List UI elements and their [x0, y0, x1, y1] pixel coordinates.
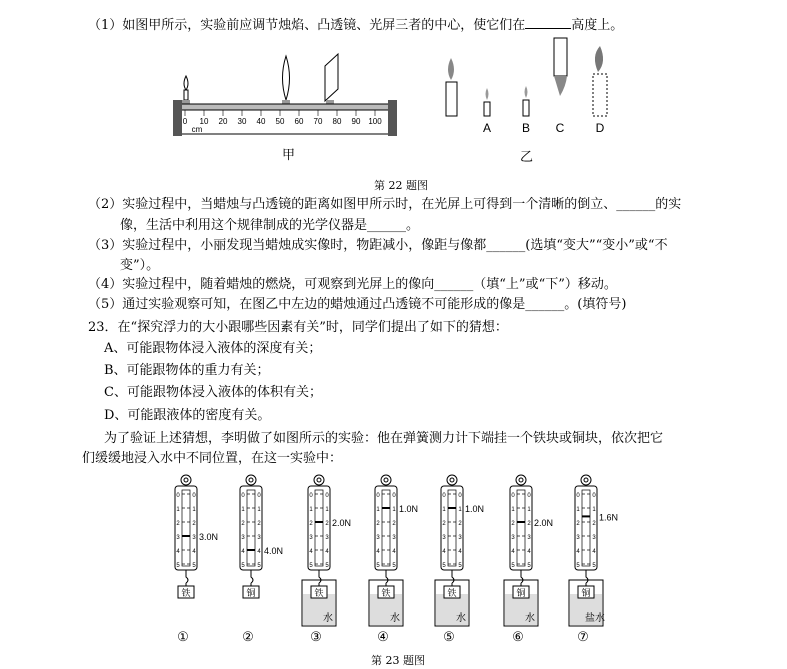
ruler-tick-30: 30 [237, 117, 247, 126]
scale-mark-right: 4 [257, 549, 261, 555]
ruler-tick-60: 60 [294, 117, 304, 126]
scale-mark-right: 1 [458, 507, 462, 513]
ruler-tick-50: 50 [275, 117, 285, 126]
ruler-tick-80: 80 [332, 117, 342, 126]
scale-mark-right: 1 [592, 507, 596, 513]
scale-mark-left: 3 [176, 535, 180, 541]
scale-reading: 1.0N [465, 504, 485, 514]
figure-number: ⑤ [443, 630, 455, 645]
scale-mark-right: 0 [325, 493, 329, 499]
block-label: 铁 [381, 589, 391, 599]
scale-mark-right: 3 [325, 535, 329, 541]
scale-reading: 2.0N [332, 518, 352, 528]
scale-mark-right: 4 [592, 549, 596, 555]
figure-number: ② [242, 630, 254, 645]
scale-mark-left: 3 [442, 535, 446, 541]
scale-mark-right: 2 [527, 521, 531, 527]
scale-mark-right: 5 [392, 563, 396, 569]
scale-mark-right: 2 [392, 521, 396, 527]
block-label: 铁 [447, 589, 457, 599]
scale-mark-left: 1 [511, 507, 515, 513]
scale-mark-right: 2 [325, 521, 329, 527]
spring-scale-3 [302, 475, 351, 645]
q23-option-a: A、可能跟物体浸入液体的深度有关； [104, 341, 322, 356]
scale-mark-left: 0 [176, 493, 180, 499]
ruler-tick-40: 40 [256, 117, 266, 126]
candle-label-a: A [482, 121, 492, 135]
q23-option-c: C、可能跟物体浸入液体的体积有关； [104, 385, 322, 400]
scale-mark-left: 1 [241, 507, 245, 513]
scale-mark-right: 5 [192, 563, 196, 569]
scale-reading: 1.6N [599, 512, 619, 523]
scale-mark-right: 1 [325, 507, 329, 513]
q23-option-d: D、可能跟液体的密度有关。 [104, 408, 271, 423]
scale-mark-left: 0 [309, 493, 313, 499]
scale-mark-left: 2 [442, 521, 446, 527]
scale-mark-right: 3 [592, 535, 596, 541]
scale-mark-right: 0 [458, 493, 462, 499]
q23-option-b: B、可能跟物体的重力有关； [104, 363, 270, 378]
figure-number: ③ [310, 630, 322, 645]
scale-mark-right: 4 [325, 549, 329, 555]
q22-part1-end: 高度上。 [571, 18, 624, 33]
scale-mark-right: 5 [527, 563, 531, 569]
ruler-tick-90: 90 [351, 117, 361, 126]
label-jia: 甲 [282, 148, 296, 163]
scale-mark-left: 3 [309, 535, 313, 541]
scale-reading: 2.0N [534, 518, 554, 528]
candle-label-b: B [521, 121, 531, 135]
scale-mark-right: 3 [257, 535, 261, 541]
scale-mark-left: 4 [376, 549, 380, 555]
scale-mark-left: 5 [442, 563, 446, 569]
scale-mark-left: 5 [176, 563, 180, 569]
scale-mark-left: 4 [176, 549, 180, 555]
scale-mark-right: 1 [527, 507, 531, 513]
block-label: 铁 [181, 589, 191, 599]
scale-mark-right: 1 [257, 507, 261, 513]
liquid-label: 水 [323, 613, 333, 624]
scale-mark-left: 2 [241, 521, 245, 527]
scale-mark-left: 4 [241, 549, 245, 555]
scale-mark-right: 3 [527, 535, 531, 541]
q22-caption: 第 22 题图 [374, 179, 428, 192]
scale-mark-right: 1 [392, 507, 396, 513]
scale-mark-right: 5 [325, 563, 329, 569]
candles-figure [440, 34, 620, 134]
scale-mark-left: 5 [511, 563, 515, 569]
ruler-unit: cm [191, 125, 203, 134]
scale-mark-right: 2 [592, 521, 596, 527]
scale-mark-right: 2 [458, 521, 462, 527]
label-yi: 乙 [520, 150, 534, 165]
scale-mark-left: 0 [241, 493, 245, 499]
scale-mark-right: 5 [592, 563, 596, 569]
scale-mark-left: 5 [376, 563, 380, 569]
scale-mark-left: 4 [309, 549, 313, 555]
q23-caption: 第 23 题图 [371, 654, 425, 667]
scale-mark-right: 5 [257, 563, 261, 569]
q22-part1-text: （1）如图甲所示，实验前应调节烛焰、凸透镜、光屏三者的中心，使它们在 [88, 18, 526, 33]
scale-mark-left: 1 [376, 507, 380, 513]
scale-reading: 3.0N [199, 532, 219, 542]
scale-mark-right: 2 [192, 521, 196, 527]
liquid-label: 水 [456, 613, 466, 624]
scale-mark-right: 0 [592, 493, 596, 499]
figure-number: ⑦ [577, 630, 589, 645]
scale-mark-left: 4 [442, 549, 446, 555]
liquid-label: 水 [525, 613, 535, 624]
scale-reading: 4.0N [264, 546, 284, 556]
spring-scale-4 [369, 475, 418, 645]
scale-mark-left: 5 [576, 563, 580, 569]
scale-mark-right: 0 [257, 493, 261, 499]
scale-mark-right: 2 [257, 521, 261, 527]
scale-mark-right: 4 [527, 549, 531, 555]
scale-mark-left: 4 [511, 549, 515, 555]
block-label: 铁 [314, 589, 324, 599]
ruler-tick-0: 0 [182, 117, 188, 126]
scale-mark-left: 0 [511, 493, 515, 499]
scale-mark-left: 2 [511, 521, 515, 527]
scale-mark-right: 0 [192, 493, 196, 499]
scale-mark-right: 5 [458, 563, 462, 569]
figure-number: ① [177, 630, 189, 645]
spring-scales-figure [0, 470, 787, 663]
scale-mark-left: 2 [376, 521, 380, 527]
liquid-label: 水 [390, 613, 400, 624]
figure-number: ⑥ [512, 630, 524, 645]
candle-label-c: C [555, 121, 565, 135]
scale-mark-left: 4 [576, 549, 580, 555]
scale-mark-left: 0 [442, 493, 446, 499]
scale-mark-left: 2 [576, 521, 580, 527]
scale-mark-left: 3 [511, 535, 515, 541]
q23-stem: 23．在“探究浮力的大小跟哪些因素有关”时，同学们提出了如下的猜想： [88, 320, 508, 335]
scale-mark-right: 1 [192, 507, 196, 513]
q23-paragraph-line1: 为了验证上述猜想，李明做了如图所示的实验：他在弹簧测力计下端挂一个铁块或铜块，依次把它 [104, 431, 664, 446]
scale-mark-right: 3 [192, 535, 196, 541]
candle-label-d: D [595, 121, 605, 135]
scale-reading: 1.0N [399, 504, 419, 514]
q22-part2-line1: （2）实验过程中，当蜡烛与凸透镜的距离如图甲所示时，在光屏上可得到一个清晰的倒立、______的实 [88, 197, 682, 212]
spring-scale-7 [569, 475, 618, 645]
scale-mark-left: 1 [176, 507, 180, 513]
ruler-tick-70: 70 [313, 117, 323, 126]
scale-mark-left: 0 [376, 493, 380, 499]
block-label: 铜 [246, 589, 256, 599]
scale-mark-left: 2 [309, 521, 313, 527]
ruler-tick-100: 100 [368, 117, 382, 126]
q22-part3-line2: 变”）。 [120, 258, 160, 273]
ruler-tick-10: 10 [199, 117, 209, 126]
scale-mark-left: 1 [309, 507, 313, 513]
scale-mark-right: 4 [192, 549, 196, 555]
scale-mark-left: 5 [309, 563, 313, 569]
q23-paragraph-line2: 们缓缓地浸入水中不同位置，在这一实验中： [82, 451, 343, 466]
spring-scale-5 [435, 475, 484, 645]
scale-mark-left: 3 [376, 535, 380, 541]
liquid-label: 盐水 [585, 613, 605, 624]
spring-scale-6 [504, 475, 553, 645]
q22-part3-line1: （3）实验过程中，小丽发现当蜡烛成实像时，物距减小，像距与像都______(选填“变大”“变小”或“不 [88, 238, 668, 253]
block-label: 铜 [581, 589, 591, 599]
scale-mark-left: 3 [576, 535, 580, 541]
scale-mark-left: 1 [576, 507, 580, 513]
q22-part2-line2: 像，生活中利用这个规律制成的光学仪器是______。 [120, 218, 420, 233]
scale-mark-right: 0 [392, 493, 396, 499]
q22-part4: （4）实验过程中，随着蜡烛的燃烧，可观察到光屏上的像向______（填“上”或“下”）移动。 [88, 277, 617, 292]
scale-mark-left: 1 [442, 507, 446, 513]
scale-mark-left: 3 [241, 535, 245, 541]
ruler-tick-20: 20 [218, 117, 228, 126]
spring-scale-1 [175, 475, 218, 645]
scale-mark-left: 0 [576, 493, 580, 499]
scale-mark-right: 4 [392, 549, 396, 555]
optical-bench-figure [170, 44, 410, 144]
scale-mark-right: 3 [392, 535, 396, 541]
figure-number: ④ [377, 630, 389, 645]
scale-mark-right: 4 [458, 549, 462, 555]
scale-mark-right: 0 [527, 493, 531, 499]
scale-mark-left: 5 [241, 563, 245, 569]
spring-scale-2 [240, 475, 283, 645]
q22-part1-blank [525, 16, 571, 29]
scale-mark-right: 3 [458, 535, 462, 541]
block-label: 铜 [516, 589, 526, 599]
scale-mark-left: 2 [176, 521, 180, 527]
q22-part5: （5）通过实验观察可知，在图乙中左边的蜡烛通过凸透镜不可能形成的像是______。(填符号) [88, 297, 627, 312]
